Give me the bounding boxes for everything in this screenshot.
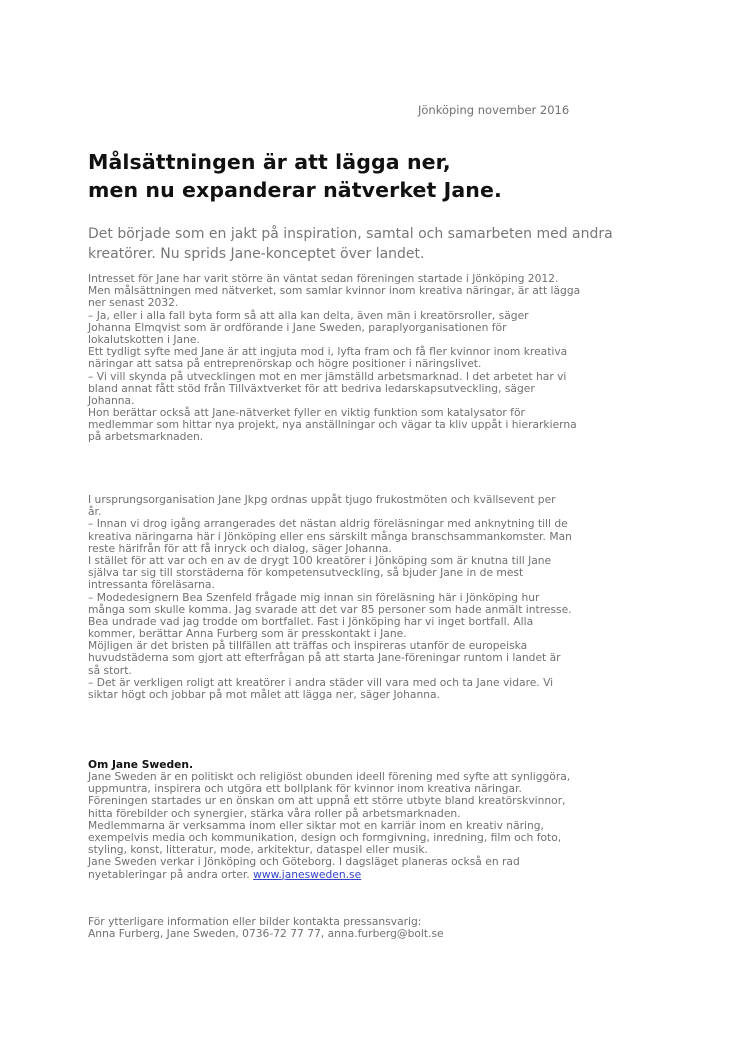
body-line: Bea undrade vad jag trodde om bortfallet. Fast i Jönköping har vi inget bortfall. Alla xyxy=(88,614,534,628)
body-line: själva tar sig till storstäderna för kompetensutveckling, så bjuder Jane in de mest xyxy=(88,566,524,580)
contact-section xyxy=(88,916,668,940)
body-line: Men målsättningen med nätverket, som samlar kvinnor inom kreativa näringar, är att lägga xyxy=(88,284,581,298)
headline xyxy=(88,148,688,204)
headline-line-1: Målsättningen är att lägga ner, xyxy=(88,150,451,174)
body-line: kreativa näringarna här i Jönköping eller ens särskilt många branschsammankomster. Man xyxy=(88,529,572,543)
contact-line-1: För ytterligare information eller bilder kontakta pressansvarig: xyxy=(88,915,422,928)
body-line: intressanta föreläsarna. xyxy=(88,578,215,592)
body-section-1 xyxy=(88,273,668,444)
about-last-line-text: nyetableringar på andra orter. xyxy=(88,867,254,881)
body-line: – Det är verkligen roligt att kreatörer i andra städer vill vara med och ta Jane vidare. Vi xyxy=(88,675,554,689)
body-section-2 xyxy=(88,494,668,701)
body-line: ner senast 2032. xyxy=(88,296,179,310)
body-line: siktar högt och jobbar på mot målet att lägga ner, säger Johanna. xyxy=(88,688,440,701)
headline-line-2: men nu expanderar nätverket Jane. xyxy=(88,178,502,202)
contact-line-2: Anna Furberg, Jane Sweden, 0736-72 77 77, anna.furberg@bolt.se xyxy=(88,927,444,941)
body-line: Johanna. xyxy=(88,393,135,407)
body-line: I ursprungsorganisation Jane Jkpg ordnas uppåt tjugo frukostmöten och kvällsevent per xyxy=(88,493,556,506)
body-line: reste härifrån för att få inryck och dialog, säger Johanna. xyxy=(88,541,392,555)
body-line: medlemmar som hittar nya projekt, nya anställningar och vägar ta kliv uppåt i hierarkierna xyxy=(88,418,577,432)
body-line: Ett tydligt syfte med Jane är att ingjuta mod i, lyfta fram och få fler kvinnor inom kreativa xyxy=(88,345,568,359)
ingress-line-1: Det började som en jakt på inspiration, samtal och samarbeten med andra xyxy=(88,226,613,242)
about-line-with-link xyxy=(88,869,668,881)
about-line: hitta förebilder och synergier, stärka våra roller på arbetsmarknaden. xyxy=(88,806,461,820)
body-line: huvudstäderna som gjort att efterfrågan på att starta Jane-föreningar runtom i landet är xyxy=(88,651,561,665)
dateline: Jönköping november 2016 xyxy=(418,103,570,117)
body-line: – Modedesignern Bea Szenfeld frågade mig innan sin föreläsning här i Jönköping hur xyxy=(88,590,540,604)
about-line: styling, konst, litteratur, mode, arkitektur, dataspel eller musik. xyxy=(88,843,428,857)
about-line: Medlemmarna är verksamma inom eller siktar mot en karriär inom en kreativ näring, xyxy=(88,818,544,832)
ingress-line-2: kreatörer. Nu sprids Jane-konceptet över landet. xyxy=(88,246,425,262)
about-line: Jane Sweden är en politiskt och religiöst obunden ideell förening med syfte att synliggöra, xyxy=(88,770,571,783)
body-line: I stället för att var och en av de drygt 100 kreatörer i Jönköping som är knutna till Jane xyxy=(88,553,552,567)
website-link[interactable]: www.janesweden.se xyxy=(253,867,362,881)
body-line: Johanna Elmqvist som är ordförande i Jane Sweden, paraplyorganisationen för xyxy=(88,320,507,334)
about-line: Jane Sweden verkar i Jönköping och Göteborg. I dagsläget planeras också en rad xyxy=(88,855,520,869)
body-line: på arbetsmarknaden. xyxy=(88,430,204,444)
body-line: Hon berättar också att Jane-nätverket fyller en viktig funktion som katalysator för xyxy=(88,406,525,420)
body-line: Möjligen är det bristen på tillfällen att träffas och inspireras utanför de europeiska xyxy=(88,639,528,653)
body-line: kommer, berättar Anna Furberg som är presskontakt i Jane. xyxy=(88,627,407,641)
body-line: – Innan vi drog igång arrangerades det nästan aldrig föreläsningar med anknytning till de xyxy=(88,517,568,531)
about-line: uppmuntra, inspirera och utgöra ett bollplank för kvinnor inom kreativa näringar. xyxy=(88,782,522,796)
body-line: många som skulle komma. Jag svarade att det var 85 personer som hade anmält intresse. xyxy=(88,602,572,616)
about-heading: Om Jane Sweden. xyxy=(88,758,194,771)
about-line: Föreningen startades ur en önskan om att uppnå ett större utbyte bland kreatörskvinnor, xyxy=(88,794,566,808)
body-line: så stort. xyxy=(88,663,132,677)
body-line: – Vi vill skynda på utvecklingen mot en mer jämställd arbetsmarknad. I det arbetet har vi xyxy=(88,369,567,383)
body-line: – Ja, eller i alla fall byta form så att alla kan delta, även män i kreatörsroller, säger xyxy=(88,308,529,322)
body-line: år. xyxy=(88,505,102,519)
body-line: bland annat fått stöd från Tillväxtverket för att bedriva ledarskapsutveckling, säger xyxy=(88,381,535,395)
ingress xyxy=(88,224,668,264)
about-section xyxy=(88,771,668,881)
body-line: näringar att satsa på entreprenörskap och högre positioner i näringslivet. xyxy=(88,357,482,371)
body-line: lokalutskotten i Jane. xyxy=(88,332,200,346)
body-line: Intresset för Jane har varit större än väntat sedan föreningen startade i Jönköping 2012. xyxy=(88,272,559,285)
about-line: exempelvis media och kommunikation, design och formgivning, inredning, film och foto, xyxy=(88,830,562,844)
